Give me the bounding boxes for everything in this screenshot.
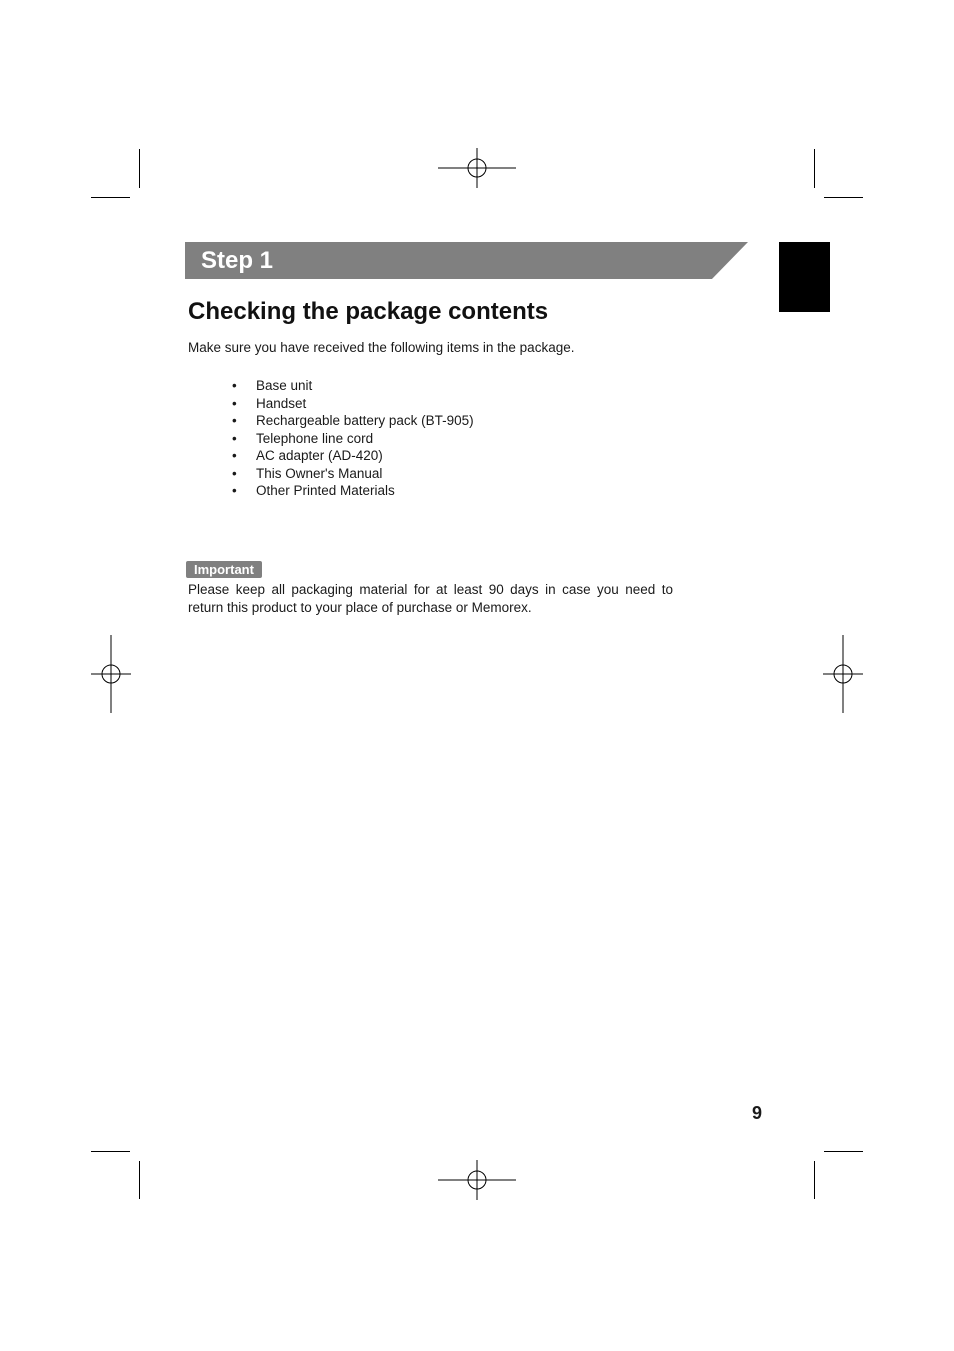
crop-mark-top-right-vertical (814, 149, 815, 188)
registration-mark-left-icon (91, 635, 131, 713)
list-item: • Telephone line cord (232, 430, 374, 446)
important-badge: Important (186, 561, 262, 578)
page-number: 9 (751, 1103, 762, 1123)
intro-text: Make sure you have received the following items in the package. (188, 340, 575, 355)
page-heading: Checking the package contents (188, 298, 549, 325)
bullet-icon: • (232, 395, 237, 411)
crop-mark-bottom-left-vertical (139, 1161, 140, 1199)
crop-mark-bottom-right-horizontal (824, 1151, 863, 1152)
section-side-tab (779, 242, 830, 312)
bullet-icon: • (232, 465, 237, 481)
crop-mark-top-left-vertical (139, 149, 140, 188)
list-item: • This Owner's Manual (232, 465, 383, 481)
list-item: • Base unit (232, 378, 313, 393)
registration-mark-right-icon (823, 635, 863, 713)
package-contents-list (231, 377, 474, 500)
registration-mark-top-icon (438, 148, 516, 188)
bullet-icon: • (232, 483, 237, 498)
bullet-icon: • (232, 448, 237, 463)
list-item: • Other Printed Materials (232, 483, 395, 498)
list-item: • Rechargeable battery pack (BT-905) (232, 413, 474, 428)
crop-mark-bottom-left-horizontal (91, 1151, 130, 1152)
step-title: Step 1 (201, 247, 274, 274)
crop-mark-top-left-horizontal (91, 197, 130, 198)
list-item: • AC adapter (AD-420) (232, 448, 383, 463)
important-note: Please keep all packaging material for at least 90 days in case you need to return this product to your place of purchase or Memorex. (188, 582, 673, 615)
crop-mark-top-right-horizontal (824, 197, 863, 198)
list-item: • Handset (232, 395, 307, 411)
bullet-icon: • (232, 378, 237, 393)
registration-mark-bottom-icon (438, 1160, 516, 1200)
bullet-icon: • (232, 430, 237, 446)
bullet-icon: • (232, 413, 237, 428)
crop-mark-bottom-right-vertical (814, 1161, 815, 1199)
